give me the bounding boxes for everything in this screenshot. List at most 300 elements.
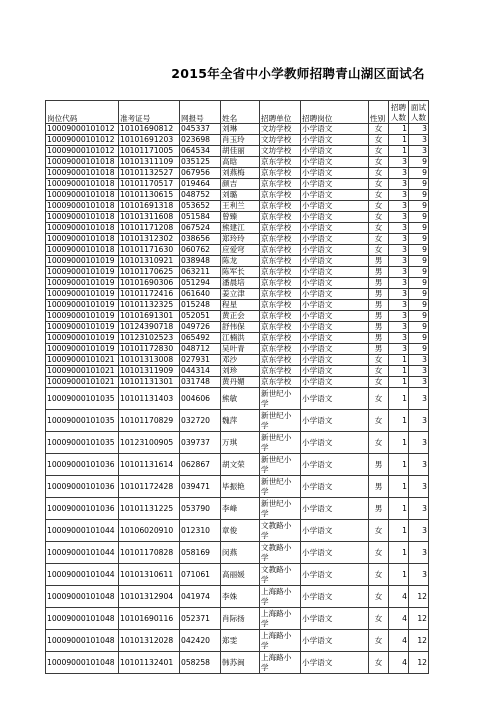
cell-exam-number: 10101170517 xyxy=(119,179,180,190)
cell-gender: 女 xyxy=(369,234,389,245)
cell-recruiting-unit xyxy=(260,212,301,223)
cell-name: 郑雯 xyxy=(221,630,260,652)
cell-plan-count: 1 xyxy=(389,476,409,498)
cell-name: 郑玲玲 xyxy=(221,234,260,245)
cell-interview-count: 3 xyxy=(409,355,429,366)
cell-exam-number: 10123100905 xyxy=(119,432,180,454)
cell-registration-number: 035125 xyxy=(180,157,221,168)
cell-recruiting-post: 小学语文 xyxy=(301,520,369,542)
cell-recruiting-post: 小学语文 xyxy=(301,608,369,630)
cell-recruiting-post: 小学语文 xyxy=(301,267,369,278)
cell-exam-number: 10101131225 xyxy=(119,498,180,520)
cell-recruiting-post: 小学语文 xyxy=(301,586,369,608)
header-interview-count: 面试 人数 xyxy=(409,101,429,124)
cell-plan-count: 3 xyxy=(389,289,409,300)
header-gender: 性别 xyxy=(369,101,389,124)
cell-position-code: 10009000101019 xyxy=(46,344,119,355)
cell-interview-count: 3 xyxy=(409,564,429,586)
cell-position-code: 10009000101044 xyxy=(46,564,119,586)
cell-exam-number: 10101311109 xyxy=(119,157,180,168)
cell-recruiting-unit xyxy=(260,355,301,366)
cell-interview-count: 9 xyxy=(409,212,429,223)
cell-recruiting-unit xyxy=(260,366,301,377)
unit-line-1: 上海路小 xyxy=(261,586,292,596)
cell-recruiting-unit xyxy=(260,157,301,168)
cell-registration-number: 027931 xyxy=(180,355,221,366)
cell-recruiting-unit xyxy=(260,135,301,146)
cell-position-code: 10009000101019 xyxy=(46,278,119,289)
cell-recruiting-post: 小学语文 xyxy=(301,388,369,410)
cell-exam-number: 10123102523 xyxy=(119,333,180,344)
cell-name: 魏萍 xyxy=(221,410,260,432)
cell-name: 邓沙 xyxy=(221,355,260,366)
cell-recruiting-post: 小学语文 xyxy=(301,454,369,476)
table-row xyxy=(46,355,429,366)
cell-name: 肖际扬 xyxy=(221,608,260,630)
cell-plan-count: 4 xyxy=(389,586,409,608)
cell-interview-count: 9 xyxy=(409,234,429,245)
cell-registration-number: 064534 xyxy=(180,146,221,157)
cell-exam-number: 10101312302 xyxy=(119,234,180,245)
unit-line-1: 新世纪小 xyxy=(261,454,292,464)
cell-recruiting-unit xyxy=(260,476,301,498)
cell-interview-count: 3 xyxy=(409,432,429,454)
cell-gender: 女 xyxy=(369,410,389,432)
cell-name: 舒伟保 xyxy=(221,322,260,333)
cell-interview-count: 3 xyxy=(409,146,429,157)
unit-line-1: 京东学校 xyxy=(261,234,292,243)
unit-line-1: 文坊学校 xyxy=(261,146,292,155)
cell-registration-number: 044314 xyxy=(180,366,221,377)
cell-recruiting-post: 小学语文 xyxy=(301,564,369,586)
cell-recruiting-post: 小学语文 xyxy=(301,289,369,300)
cell-interview-count: 12 xyxy=(409,630,429,652)
unit-line-1: 上海路小 xyxy=(261,630,292,640)
table-row xyxy=(46,586,429,608)
cell-plan-count: 1 xyxy=(389,366,409,377)
cell-interview-count: 3 xyxy=(409,476,429,498)
cell-recruiting-post: 小学语文 xyxy=(301,201,369,212)
unit-line-1: 京东学校 xyxy=(261,179,292,188)
cell-plan-count: 4 xyxy=(389,652,409,674)
cell-position-code: 10009000101019 xyxy=(46,256,119,267)
cell-name: 黄正会 xyxy=(221,311,260,322)
cell-registration-number: 052051 xyxy=(180,311,221,322)
table-row xyxy=(46,542,429,564)
cell-position-code: 10009000101035 xyxy=(46,410,119,432)
cell-plan-count: 4 xyxy=(389,630,409,652)
cell-interview-count: 3 xyxy=(409,377,429,388)
cell-interview-count: 9 xyxy=(409,300,429,311)
header-recruiting-post: 招聘岗位 xyxy=(301,101,369,124)
cell-exam-number: 10101132527 xyxy=(119,168,180,179)
cell-recruiting-unit xyxy=(260,432,301,454)
cell-recruiting-unit xyxy=(260,564,301,586)
cell-recruiting-post: 小学语文 xyxy=(301,124,369,135)
cell-gender: 女 xyxy=(369,520,389,542)
cell-exam-number: 10101131614 xyxy=(119,454,180,476)
cell-registration-number: 023698 xyxy=(180,135,221,146)
cell-exam-number: 10101172428 xyxy=(119,476,180,498)
cell-registration-number: 049726 xyxy=(180,322,221,333)
cell-exam-number: 10101172416 xyxy=(119,289,180,300)
cell-plan-count: 1 xyxy=(389,124,409,135)
cell-recruiting-post: 小学语文 xyxy=(301,234,369,245)
table-row xyxy=(46,190,429,201)
cell-plan-count: 1 xyxy=(389,520,409,542)
cell-exam-number: 10101312028 xyxy=(119,630,180,652)
cell-plan-count: 1 xyxy=(389,377,409,388)
cell-position-code: 10009000101018 xyxy=(46,190,119,201)
cell-recruiting-unit xyxy=(260,454,301,476)
cell-plan-count: 3 xyxy=(389,201,409,212)
cell-name: 江楠洪 xyxy=(221,333,260,344)
cell-gender: 女 xyxy=(369,179,389,190)
cell-interview-count: 9 xyxy=(409,168,429,179)
cell-gender: 男 xyxy=(369,322,389,333)
cell-gender: 女 xyxy=(369,245,389,256)
unit-line-1: 京东学校 xyxy=(261,355,292,364)
cell-recruiting-post: 小学语文 xyxy=(301,168,369,179)
cell-exam-number: 10101171005 xyxy=(119,146,180,157)
cell-recruiting-post: 小学语文 xyxy=(301,157,369,168)
cell-position-code: 10009000101021 xyxy=(46,366,119,377)
cell-registration-number: 065492 xyxy=(180,333,221,344)
cell-gender: 女 xyxy=(369,432,389,454)
unit-line-2: 学 xyxy=(261,420,269,430)
cell-exam-number: 10101310921 xyxy=(119,256,180,267)
unit-line-2: 学 xyxy=(261,464,269,474)
cell-recruiting-unit xyxy=(260,333,301,344)
table-row xyxy=(46,652,429,674)
cell-recruiting-unit xyxy=(260,289,301,300)
cell-registration-number: 063211 xyxy=(180,267,221,278)
cell-interview-count: 3 xyxy=(409,366,429,377)
unit-line-1: 京东学校 xyxy=(261,333,292,342)
cell-gender: 男 xyxy=(369,498,389,520)
cell-name: 熊建江 xyxy=(221,223,260,234)
cell-registration-number: 071061 xyxy=(180,564,221,586)
cell-interview-count: 12 xyxy=(409,652,429,674)
cell-interview-count: 3 xyxy=(409,410,429,432)
cell-name: 胡文荣 xyxy=(221,454,260,476)
cell-recruiting-post: 小学语文 xyxy=(301,146,369,157)
cell-position-code: 10009000101018 xyxy=(46,245,119,256)
cell-exam-number: 10101171630 xyxy=(119,245,180,256)
table-row xyxy=(46,135,429,146)
header-registration-number: 网报号 xyxy=(180,101,221,124)
cell-gender: 男 xyxy=(369,344,389,355)
cell-recruiting-unit xyxy=(260,168,301,179)
unit-line-2: 学 xyxy=(261,508,269,518)
cell-name: 黄丹媚 xyxy=(221,377,260,388)
unit-line-1: 文坊学校 xyxy=(261,135,292,144)
cell-interview-count: 9 xyxy=(409,322,429,333)
table-row xyxy=(46,520,429,542)
cell-recruiting-unit xyxy=(260,542,301,564)
cell-name: 李姝 xyxy=(221,586,260,608)
cell-interview-count: 9 xyxy=(409,157,429,168)
unit-line-1: 上海路小 xyxy=(261,652,292,662)
cell-recruiting-post: 小学语文 xyxy=(301,542,369,564)
cell-name: 章俊 xyxy=(221,520,260,542)
cell-recruiting-post: 小学语文 xyxy=(301,300,369,311)
cell-interview-count: 12 xyxy=(409,608,429,630)
cell-registration-number: 067956 xyxy=(180,168,221,179)
cell-exam-number: 10101131301 xyxy=(119,377,180,388)
cell-plan-count: 1 xyxy=(389,498,409,520)
interview-list-table xyxy=(45,100,429,674)
cell-plan-count: 3 xyxy=(389,300,409,311)
cell-recruiting-post: 小学语文 xyxy=(301,432,369,454)
cell-registration-number: 039471 xyxy=(180,476,221,498)
unit-line-1: 新世纪小 xyxy=(261,476,292,486)
cell-recruiting-post: 小学语文 xyxy=(301,476,369,498)
cell-position-code: 10009000101048 xyxy=(46,586,119,608)
cell-recruiting-unit xyxy=(260,344,301,355)
unit-line-2: 学 xyxy=(261,596,269,606)
cell-interview-count: 9 xyxy=(409,289,429,300)
cell-interview-count: 3 xyxy=(409,124,429,135)
cell-interview-count: 9 xyxy=(409,311,429,322)
cell-plan-count: 1 xyxy=(389,355,409,366)
cell-gender: 女 xyxy=(369,168,389,179)
cell-position-code: 10009000101019 xyxy=(46,311,119,322)
cell-gender: 女 xyxy=(369,608,389,630)
unit-line-1: 文坊学校 xyxy=(261,124,292,133)
cell-gender: 女 xyxy=(369,190,389,201)
cell-plan-count: 1 xyxy=(389,542,409,564)
cell-name: 颜吉 xyxy=(221,179,260,190)
cell-gender: 女 xyxy=(369,223,389,234)
unit-line-1: 新世纪小 xyxy=(261,498,292,508)
cell-interview-count: 9 xyxy=(409,256,429,267)
cell-plan-count: 1 xyxy=(389,388,409,410)
cell-registration-number: 058169 xyxy=(180,542,221,564)
cell-gender: 男 xyxy=(369,278,389,289)
cell-recruiting-unit xyxy=(260,608,301,630)
cell-registration-number: 045337 xyxy=(180,124,221,135)
unit-line-1: 新世纪小 xyxy=(261,410,292,420)
table-row xyxy=(46,410,429,432)
cell-recruiting-post: 小学语文 xyxy=(301,498,369,520)
unit-line-2: 学 xyxy=(261,442,269,452)
table-row xyxy=(46,498,429,520)
cell-name: 闵燕 xyxy=(221,542,260,564)
unit-line-1: 京东学校 xyxy=(261,311,292,320)
cell-plan-count: 3 xyxy=(389,311,409,322)
cell-plan-count: 3 xyxy=(389,179,409,190)
cell-recruiting-unit xyxy=(260,234,301,245)
cell-registration-number: 053790 xyxy=(180,498,221,520)
unit-line-1: 京东学校 xyxy=(261,278,292,287)
cell-plan-count: 3 xyxy=(389,223,409,234)
cell-recruiting-unit xyxy=(260,179,301,190)
table-row xyxy=(46,432,429,454)
unit-line-1: 京东学校 xyxy=(261,245,292,254)
page-title: 2015年全省中小学教师招聘青山湖区面试名 xyxy=(171,66,425,81)
table-row xyxy=(46,311,429,322)
cell-recruiting-post: 小学语文 xyxy=(301,366,369,377)
cell-gender: 女 xyxy=(369,377,389,388)
unit-line-2: 学 xyxy=(261,640,269,650)
unit-line-1: 文教路小 xyxy=(261,542,292,552)
unit-line-1: 京东学校 xyxy=(261,190,292,199)
cell-plan-count: 3 xyxy=(389,212,409,223)
cell-exam-number: 10101691203 xyxy=(119,135,180,146)
unit-line-1: 京东学校 xyxy=(261,344,292,353)
cell-interview-count: 9 xyxy=(409,201,429,212)
cell-registration-number: 067524 xyxy=(180,223,221,234)
cell-gender: 女 xyxy=(369,630,389,652)
unit-line-1: 京东学校 xyxy=(261,267,292,276)
cell-interview-count: 3 xyxy=(409,388,429,410)
cell-exam-number: 10101131403 xyxy=(119,388,180,410)
cell-gender: 男 xyxy=(369,289,389,300)
unit-line-1: 京东学校 xyxy=(261,168,292,177)
cell-gender: 女 xyxy=(369,564,389,586)
cell-name: 王利兰 xyxy=(221,201,260,212)
cell-plan-count: 1 xyxy=(389,454,409,476)
cell-position-code: 10009000101019 xyxy=(46,333,119,344)
table-row xyxy=(46,124,429,135)
cell-position-code: 10009000101019 xyxy=(46,267,119,278)
cell-position-code: 10009000101018 xyxy=(46,168,119,179)
table-row xyxy=(46,201,429,212)
cell-plan-count: 3 xyxy=(389,190,409,201)
cell-recruiting-unit xyxy=(260,377,301,388)
cell-recruiting-post: 小学语文 xyxy=(301,355,369,366)
cell-recruiting-post: 小学语文 xyxy=(301,278,369,289)
cell-recruiting-post: 小学语文 xyxy=(301,410,369,432)
cell-recruiting-unit xyxy=(260,190,301,201)
table-row xyxy=(46,234,429,245)
cell-gender: 女 xyxy=(369,586,389,608)
table-row xyxy=(46,476,429,498)
cell-position-code: 10009000101012 xyxy=(46,124,119,135)
cell-plan-count: 1 xyxy=(389,135,409,146)
cell-gender: 男 xyxy=(369,476,389,498)
cell-gender: 男 xyxy=(369,454,389,476)
header-exam-number: 准考证号 xyxy=(119,101,180,124)
cell-recruiting-unit xyxy=(260,278,301,289)
cell-gender: 女 xyxy=(369,157,389,168)
unit-line-2: 学 xyxy=(261,574,269,584)
table-row xyxy=(46,146,429,157)
cell-name: 应爱穹 xyxy=(221,245,260,256)
unit-line-1: 新世纪小 xyxy=(261,388,292,398)
cell-plan-count: 3 xyxy=(389,267,409,278)
cell-interview-count: 3 xyxy=(409,135,429,146)
cell-recruiting-unit xyxy=(260,256,301,267)
cell-plan-count: 3 xyxy=(389,168,409,179)
cell-position-code: 10009000101035 xyxy=(46,432,119,454)
cell-name: 刘珍 xyxy=(221,366,260,377)
cell-name: 陈龙 xyxy=(221,256,260,267)
unit-line-1: 京东学校 xyxy=(261,157,292,166)
unit-line-1: 上海路小 xyxy=(261,608,292,618)
cell-exam-number: 10101310611 xyxy=(119,564,180,586)
cell-recruiting-unit xyxy=(260,311,301,322)
cell-position-code: 10009000101036 xyxy=(46,454,119,476)
cell-registration-number: 051584 xyxy=(180,212,221,223)
cell-exam-number: 10101170829 xyxy=(119,410,180,432)
cell-name: 高晗 xyxy=(221,157,260,168)
cell-registration-number: 052371 xyxy=(180,608,221,630)
cell-position-code: 10009000101018 xyxy=(46,223,119,234)
table-row xyxy=(46,344,429,355)
cell-position-code: 10009000101019 xyxy=(46,322,119,333)
cell-gender: 女 xyxy=(369,146,389,157)
cell-position-code: 10009000101012 xyxy=(46,146,119,157)
table-row xyxy=(46,212,429,223)
table-row xyxy=(46,454,429,476)
cell-interview-count: 12 xyxy=(409,586,429,608)
cell-registration-number: 048712 xyxy=(180,344,221,355)
cell-exam-number: 10101311909 xyxy=(119,366,180,377)
cell-recruiting-post: 小学语文 xyxy=(301,223,369,234)
cell-exam-number: 10101170625 xyxy=(119,267,180,278)
unit-line-2: 学 xyxy=(261,398,269,408)
cell-position-code: 10009000101018 xyxy=(46,234,119,245)
cell-exam-number: 10101312904 xyxy=(119,586,180,608)
cell-name: 毕振艳 xyxy=(221,476,260,498)
cell-exam-number: 10101132325 xyxy=(119,300,180,311)
table-row xyxy=(46,267,429,278)
table-row xyxy=(46,322,429,333)
cell-registration-number: 058258 xyxy=(180,652,221,674)
unit-line-1: 京东学校 xyxy=(261,377,292,386)
unit-line-1: 京东学校 xyxy=(261,256,292,265)
cell-recruiting-post: 小学语文 xyxy=(301,135,369,146)
table-row xyxy=(46,289,429,300)
table-row xyxy=(46,564,429,586)
cell-registration-number: 012310 xyxy=(180,520,221,542)
cell-interview-count: 3 xyxy=(409,542,429,564)
cell-registration-number: 031748 xyxy=(180,377,221,388)
cell-registration-number: 015248 xyxy=(180,300,221,311)
cell-plan-count: 3 xyxy=(389,278,409,289)
cell-position-code: 10009000101021 xyxy=(46,377,119,388)
unit-line-1: 新世纪小 xyxy=(261,432,292,442)
cell-recruiting-post: 小学语文 xyxy=(301,344,369,355)
cell-name: 胡佳丽 xyxy=(221,146,260,157)
cell-interview-count: 3 xyxy=(409,454,429,476)
cell-recruiting-post: 小学语文 xyxy=(301,190,369,201)
cell-position-code: 10009000101036 xyxy=(46,476,119,498)
cell-registration-number: 041974 xyxy=(180,586,221,608)
cell-recruiting-unit xyxy=(260,520,301,542)
cell-position-code: 10009000101019 xyxy=(46,289,119,300)
unit-line-1: 京东学校 xyxy=(261,322,292,331)
cell-position-code: 10009000101044 xyxy=(46,542,119,564)
unit-line-2: 学 xyxy=(261,662,269,672)
cell-recruiting-unit xyxy=(260,498,301,520)
cell-position-code: 10009000101012 xyxy=(46,135,119,146)
cell-exam-number: 10101690306 xyxy=(119,278,180,289)
cell-position-code: 10009000101018 xyxy=(46,212,119,223)
cell-recruiting-post: 小学语文 xyxy=(301,245,369,256)
cell-interview-count: 3 xyxy=(409,498,429,520)
cell-gender: 女 xyxy=(369,652,389,674)
cell-recruiting-unit xyxy=(260,146,301,157)
cell-plan-count: 1 xyxy=(389,410,409,432)
cell-registration-number: 061640 xyxy=(180,289,221,300)
unit-line-2: 学 xyxy=(261,486,269,496)
cell-recruiting-post: 小学语文 xyxy=(301,333,369,344)
cell-plan-count: 3 xyxy=(389,234,409,245)
cell-interview-count: 9 xyxy=(409,333,429,344)
